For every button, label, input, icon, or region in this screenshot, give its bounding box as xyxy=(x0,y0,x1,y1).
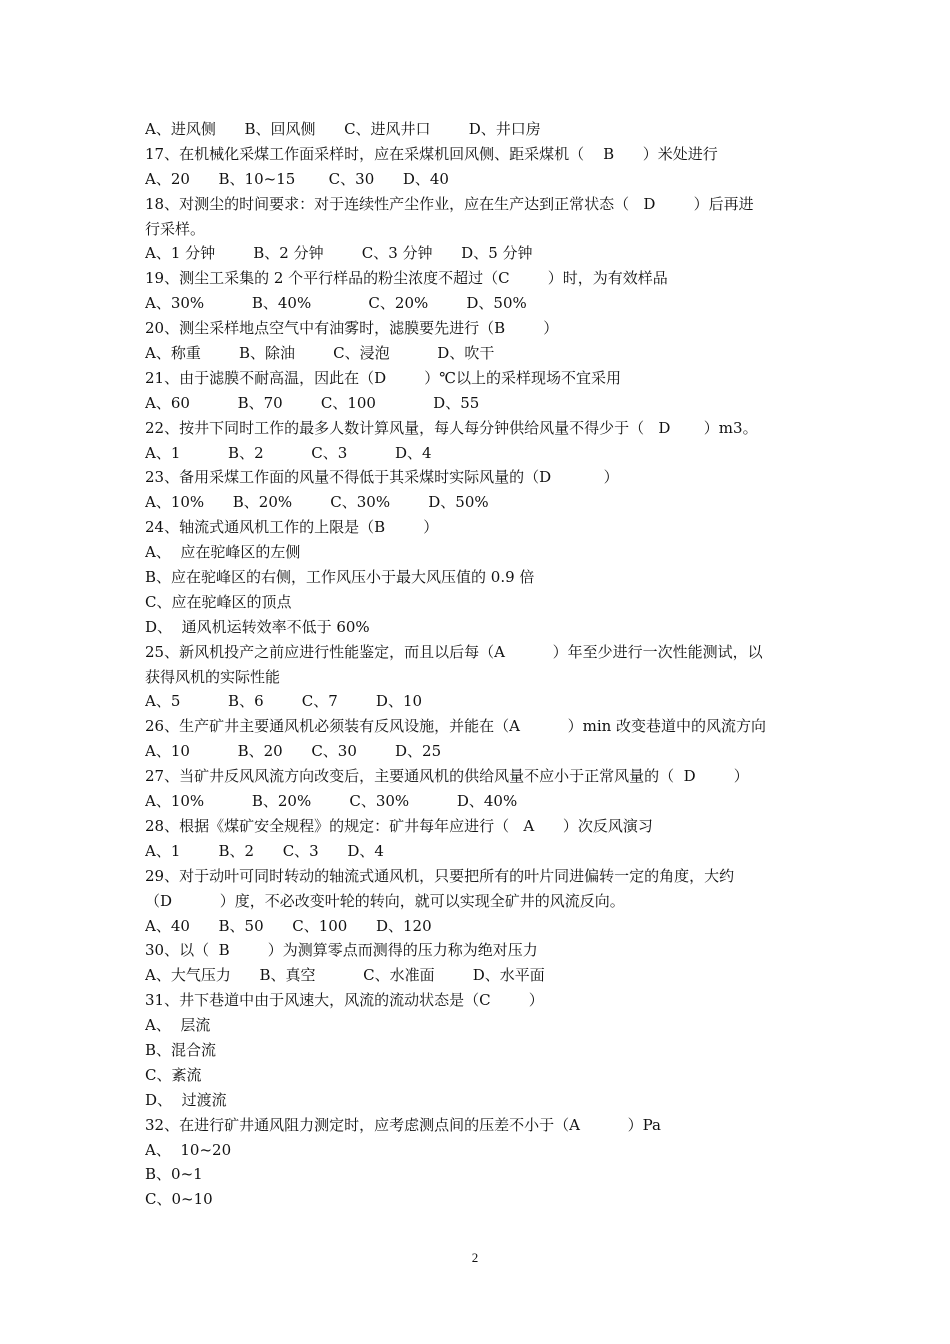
text-line: D、 过渡流 xyxy=(145,1090,227,1109)
text-line: 30、以（ B ）为测算零点而测得的压力称为绝对压力 xyxy=(145,941,538,960)
text-line: A、10% B、20% C、30% D、50% xyxy=(145,493,489,512)
text-line: （D ）度，不必改变叶轮的转向，就可以实现全矿井的风流反向。 xyxy=(145,891,625,910)
text-line: B、混合流 xyxy=(145,1040,217,1059)
text-line: A、30% B、40% C、20% D、50% xyxy=(145,294,527,313)
text-line: 21、由于滤膜不耐高温，因此在（D ）℃以上的采样现场不宜采用 xyxy=(145,368,622,387)
text-line: D、 通风机运转效率不低于 60% xyxy=(145,617,370,636)
page-number: 2 xyxy=(471,1250,479,1265)
text-line: 22、按井下同时工作的最多人数计算风量，每人每分钟供给风量不得少于（ D ）m3。 xyxy=(145,418,758,437)
text-line: A、5 B、6 C、7 D、10 xyxy=(145,692,423,711)
text-line: 19、测尘工采集的 2 个平行样品的粉尘浓度不超过（C ）时，为有效样品 xyxy=(145,269,668,288)
text-line: 27、当矿井反风风流方向改变后，主要通风机的供给风量不应小于正常风量的（ D ） xyxy=(145,767,749,786)
text-line: A、10% B、20% C、30% D、40% xyxy=(145,792,518,811)
text-line: 24、轴流式通风机工作的上限是（B ） xyxy=(145,518,439,537)
question-list xyxy=(145,117,810,1212)
text-line: 28、根据《煤矿安全规程》的规定：矿井每年应进行（ A ）次反风演习 xyxy=(145,816,653,835)
text-line: B、0~1 xyxy=(145,1165,203,1184)
text-line: 17、在机械化采煤工作面采样时，应在采煤机回风侧、距采煤机（ B ）米处进行 xyxy=(145,144,718,163)
text-line: C、应在驼峰区的顶点 xyxy=(145,592,292,611)
text-line: A、 应在驼峰区的左侧 xyxy=(145,543,301,562)
text-line: A、称重 B、除油 C、浸泡 D、吹干 xyxy=(145,344,495,363)
text-line: C、紊流 xyxy=(145,1065,202,1084)
text-line: 20、测尘采样地点空气中有油雾时，滤膜要先进行（B ） xyxy=(145,319,559,338)
text-line: A、大气压力 B、真空 C、水准面 D、水平面 xyxy=(145,966,545,985)
text-line: A、进风侧 B、回风侧 C、进风井口 D、井口房 xyxy=(145,120,541,138)
text-line: C、0~10 xyxy=(145,1190,213,1209)
text-line: 获得风机的实际性能 xyxy=(145,667,281,686)
text-line: A、20 B、10~15 C、30 D、40 xyxy=(145,169,449,188)
text-line: B、应在驼峰区的右侧，工作风压小于最大风压值的 0.9 倍 xyxy=(145,568,535,587)
text-line: A、40 B、50 C、100 D、120 xyxy=(145,916,432,935)
text-line: A、 层流 xyxy=(145,1016,211,1035)
text-line: 行采样。 xyxy=(145,219,206,238)
text-line: A、10 B、20 C、30 D、25 xyxy=(145,742,442,761)
text-line: A、60 B、70 C、100 D、55 xyxy=(145,393,480,412)
text-line: 32、在进行矿井通风阻力测定时，应考虑测点间的压差不小于（A ）Pa xyxy=(145,1115,661,1134)
text-line: A、1 B、2 C、3 D、4 xyxy=(145,841,384,860)
text-line: 26、生产矿井主要通风机必须装有反风设施，并能在（A ）min 改变巷道中的风流方向 xyxy=(145,717,767,736)
text-line: 29、对于动叶可同时转动的轴流式通风机，只要把所有的叶片同进偏转一定的角度，大约 xyxy=(145,866,735,885)
text-line: A、 10~20 xyxy=(145,1140,232,1159)
text-line: 23、备用采煤工作面的风量不得低于其采煤时实际风量的（D ） xyxy=(145,468,619,487)
text-line: A、1 B、2 C、3 D、4 xyxy=(145,443,432,462)
text-line: A、1 分钟 B、2 分钟 C、3 分钟 D、5 分钟 xyxy=(145,244,533,263)
text-line: 18、对测尘的时间要求：对于连续性产尘作业，应在生产达到正常状态（ D ）后再进 xyxy=(145,194,754,213)
text-line: 25、新风机投产之前应进行性能鉴定，而且以后每（A ）年至少进行一次性能测试，以 xyxy=(145,642,763,661)
text-line: 31、井下巷道中由于风速大，风流的流动状态是（C ） xyxy=(145,991,544,1010)
